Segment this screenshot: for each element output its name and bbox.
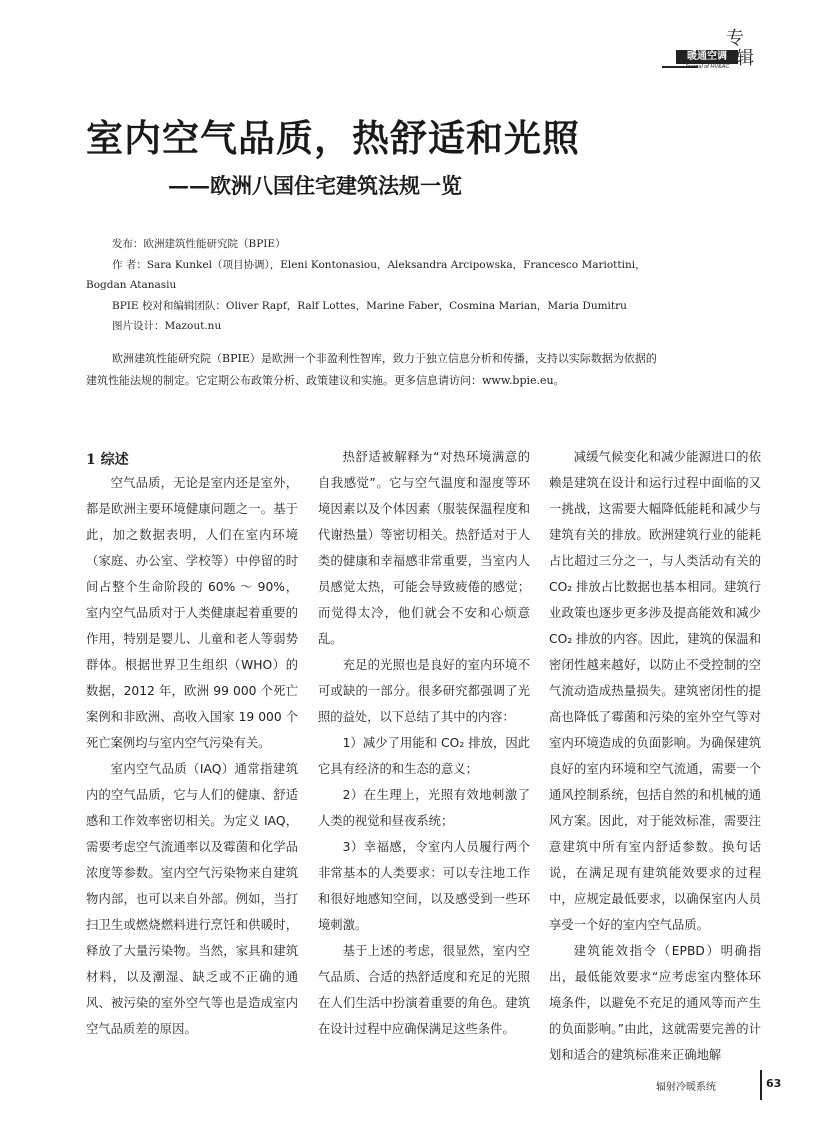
paragraph: 减缓气候变化和减少能源进口的依赖是建筑在设计和运行过程中面临的又一挑战，这需要大幅降低能耗和减少与建筑有关的排放。欧洲建筑行业的能耗占比超过三分之一，与人类活动有关的 CO₂ 排放占比数据也基本相同。建筑行业政策也逐步更多涉及提高能效和减少 CO₂ 排放的内容。因此，建筑的保温和密闭性越来越好，以防止不受控制的空气流动造成热量损失。建筑密闭性的提高也降低了霉菌和污染的室外空气等对室内环境造成的负面影响。为确保建筑良好的室内环境和空气流通，需要一个通风控制系统，包括自然的和机械的通风方案。因此，对于能效标准，需要注意建筑中所有室内舒适参数。换句话说，在满足现有建筑能效要求的过程中，应规定最低要求，以确保室内人员享受一个好的室内空气品质。: [549, 450, 761, 932]
editorial-team-line: BPIE 校对和编辑团队：Oliver Rapf，Ralf Lottes，Marine Faber，Cosmina Marian，Maria Dumitru: [112, 299, 627, 312]
list-item: 2）在生理上，光照有效地刺激了人类的视觉和昼夜系统；: [318, 788, 530, 828]
column-label-char: 辑: [736, 48, 754, 69]
section-heading: 1 综述: [86, 452, 129, 468]
footer-divider: [760, 1070, 762, 1100]
paragraph: 充足的光照也是良好的室内环境不可或缺的一部分。很多研究都强调了光照的益处，以下总结了其中的内容：: [318, 658, 530, 724]
journal-logo: 暖通空调: [676, 50, 738, 64]
article-title: 室内空气品质，热舒适和光照: [86, 116, 580, 160]
paragraph: 热舒适被解释为“对热环境满意的自我感觉”。它与空气温度和湿度等环境因素以及个体因素（服装保温程度和代谢热量）等密切相关。热舒适对于人类的健康和幸福感非常重要，当室内人员感觉太热，可能会导致疲倦的感觉；而觉得太冷，他们就会不安和心烦意乱。: [318, 450, 530, 646]
column-label-char: 专: [726, 28, 744, 49]
list-item: 3）幸福感，令室内人员履行两个非常基本的人类要求：可以专注地工作和很好地感知空间，以及感受到一些环境刺激。: [318, 840, 530, 932]
list-item: 1）减少了用能和 CO₂ 排放，因此它具有经济的和生态的意义；: [318, 736, 530, 776]
paragraph: 建筑能效指令（EPBD）明确指出，最低能效要求“应考虑室内整体环境条件，以避免不充足的通风等而产生的负面影响。”由此，这就需要完善的计划和适合的建筑标准来正确地解: [549, 944, 761, 1062]
article-meta: [86, 234, 666, 337]
intro-paragraph: 欧洲建筑性能研究院（BPIE）是欧洲一个非盈利性智库，致力于独立信息分析和传播，支持以实际数据为依据的建筑性能法规的制定。它定期公布政策分析、政策建议和实施。更多信息请访问：www.bpie.eu。: [86, 352, 657, 387]
paragraph: 室内空气品质（IAQ）通常指建筑内的空气品质，它与人们的健康、舒适感和工作效率密切相关。为定义 IAQ，需要考虑空气流通率以及霉菌和化学品浓度等参数。室内空气污染物来自建筑物内部，也可以来自外部。例如，当打扫卫生或燃烧燃料进行烹饪和供暖时，释放了大量污染物。当然，家具和建筑材料，以及潮湿、缺乏或不正确的通风、被污染的室外空气等也是造成室内空气品质差的原因。: [86, 762, 298, 1036]
paragraph: 空气品质，无论是室内还是室外，都是欧洲主要环境健康问题之一。基于此，加之数据表明，人们在室内环境（家庭、办公室、学校等）中停留的时间占整个生命阶段的 60% ～ 90%，室内空气品质对于人类健康起着重要的作用，特别是婴儿、儿童和老人等弱势群体。根据世界卫生组织（WHO）的数据，2012 年，欧洲 99 000 个死亡案例和非欧洲、高收入国家 19 000 个死亡案例均与室内空气污染有关。: [86, 476, 298, 750]
authors-line-continued: Bogdan Atanasiu: [86, 279, 177, 291]
article-subtitle: ——欧洲八国住宅建筑法规一览: [168, 173, 462, 198]
image-design-line: 图片设计：Mazout.nu: [112, 320, 222, 332]
page-number: 63: [766, 1077, 782, 1090]
publisher-line: 发布：欧洲建筑性能研究院（BPIE）: [112, 238, 286, 250]
footer-journal-name: 辐射冷暖系统: [656, 1082, 716, 1093]
authors-line: 作 者：Sara Kunkel（项目协调），Eleni Kontonasiou，Aleksandra Arcipowska，Francesco Mariottini，: [112, 258, 646, 271]
journal-logo-subtitle: Journal of HV&AC: [684, 64, 730, 70]
body-column-3: [549, 444, 761, 1068]
body-column-1: [86, 448, 298, 1042]
paragraph: 基于上述的考虑，很显然，室内空气品质、合适的热舒适度和充足的光照在人们生活中扮演着重要的角色。建筑在设计过程中应确保满足这些条件。: [318, 944, 530, 1036]
body-column-2: [318, 444, 530, 1042]
